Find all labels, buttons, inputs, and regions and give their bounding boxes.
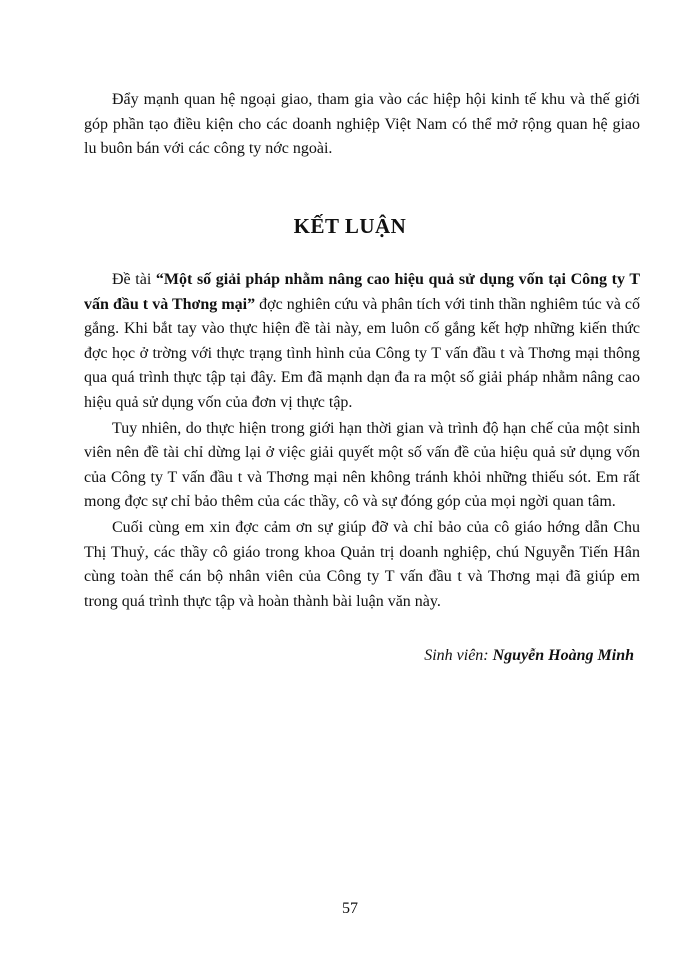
thesis-topic: “Một số giải pháp nhằm nâng cao hiệu quả sử dụng vốn tại Công ty T vấn đầu t và Thơng mại”: [84, 271, 641, 313]
section-heading: KẾT LUẬN: [293, 214, 407, 238]
signature-label: Sinh viên:: [424, 647, 493, 664]
intro-paragraph: Đẩy mạnh quan hệ ngoại giao, tham gia vào các hiệp hội kinh tế khu và thế giới góp phần tạo điều kiện cho các doanh nghiệp Việt Nam có thể mở rộng quan hệ giao lu buôn bán với các công ty nớc ngoài.: [84, 91, 640, 157]
conclusion-paragraph-3: Cuối cùng em xin đợc cảm ơn sự giúp đỡ và chỉ bảo của cô giáo hớng dẫn Chu Thị Thuỷ, các thầy cô giáo trong khoa Quản trị doanh nghiệp, chú Nguyễn Tiến Hân cùng toàn thể cán bộ nhân viên của Công ty T vấn đầu t và Thơng mại đã giúp em trong quá trình thực tập và hoàn thành bài luận văn này.: [84, 519, 640, 610]
page-number: 57: [342, 900, 358, 917]
paragraph-1-text: đợc nghiên cứu và phân tích với tinh thần nghiêm túc và cố gắng. Khi bắt tay vào thực hiện đề tài này, em luôn cố gắng kết hợp những kiến thức đợc học ở trờng với thực trạng tình hình của Công ty T vấn đầu t và Thơng mại thông qua quá trình thực tập tại đây. Em đã mạnh dạn đa ra một số giải pháp nhằm nâng cao hiệu quả sử dụng vốn của đơn vị thực tập.: [84, 295, 640, 411]
student-name: Nguyễn Hoàng Minh: [492, 647, 634, 664]
signature: [424, 647, 634, 665]
conclusion-body: [84, 268, 640, 616]
conclusion-paragraph-2: Tuy nhiên, do thực hiện trong giới hạn thời gian và trình độ hạn chế của một sinh viên nên đề tài chỉ dừng lại ở việc giải quyết một số vấn đề của hiệu quả sử dụng vốn của Công ty T vấn đầu t và Thơng mại nên không tránh khỏi những thiếu sót. Em rất mong đợc sự chỉ bảo thêm của các thầy, cô và sự đóng góp của mọi ngời quan tâm.: [84, 419, 640, 510]
topic-prefix: Đề tài: [112, 271, 156, 288]
conclusion-paragraph-1: [84, 268, 640, 415]
